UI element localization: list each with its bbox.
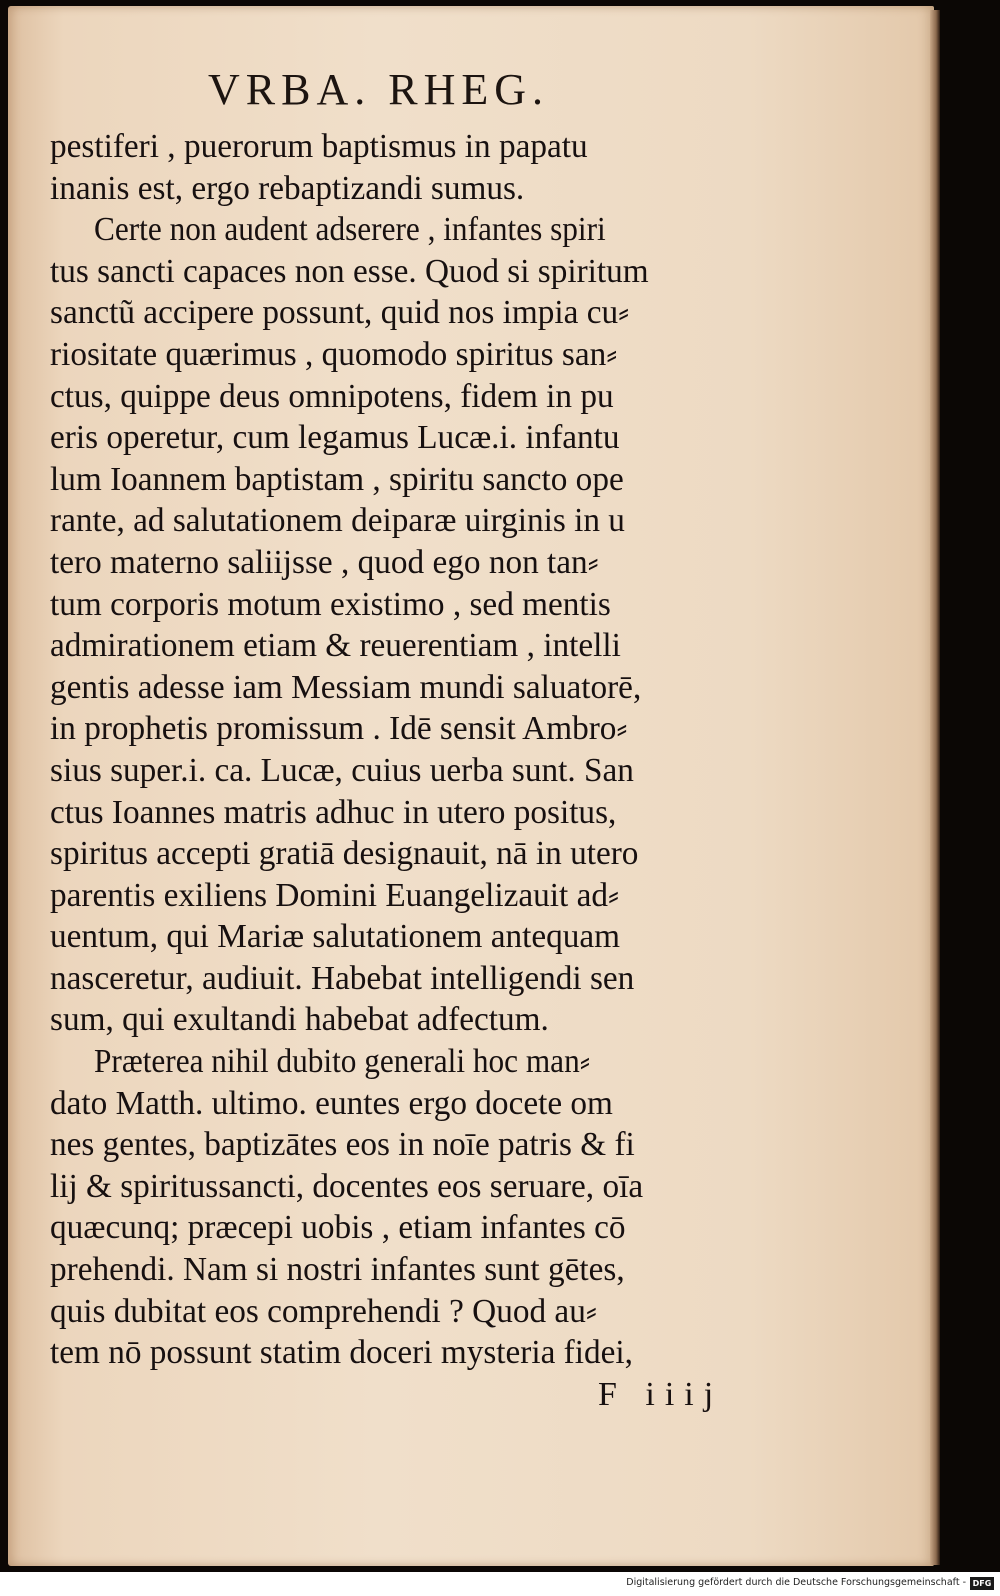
dfg-logo: DFG	[970, 1577, 994, 1590]
signature-mark: F iiij	[598, 1376, 724, 1413]
text-line: sius super.i. ca. Lucæ, cuius uerba sunt. San	[50, 751, 634, 789]
text-line: ctus, quippe deus omnipotens, fidem in pu	[50, 377, 614, 415]
text-line: quis dubitat eos comprehendi ? Quod au⸗	[50, 1292, 597, 1330]
text-line: tum corporis motum existimo , sed mentis	[50, 585, 611, 623]
text-line: nes gentes, baptizātes eos in noīe patris & fi	[50, 1126, 635, 1164]
text-line: tero materno saliijsse , quod ego non tan⸗	[50, 543, 599, 581]
text-line: tem nō possunt statim doceri mysteria fidei,	[50, 1334, 633, 1372]
text-line: ctus Ioannes matris adhuc in utero positus,	[50, 793, 617, 831]
text-line: gentis adesse iam Messiam mundi saluatorē,	[50, 668, 642, 706]
text-line: sanctũ accipere possunt, quid nos impia cu⸗	[50, 294, 630, 332]
text-line: nasceretur, audiuit. Habebat intelligendi sen	[50, 959, 635, 997]
text-line: eris operetur, cum legamus Lucæ.i. infantu	[50, 419, 620, 457]
text-line: admirationem etiam & reuerentiam , intelli	[50, 627, 621, 665]
text-line: tus sancti capaces non esse. Quod si spiritum	[50, 252, 649, 290]
text-line: Certe non audent adserere , infantes spiri	[94, 211, 606, 249]
text-line: riositate quærimus , quomodo spiritus san⸗	[50, 335, 618, 373]
running-head: VRBA. RHEG.	[208, 65, 550, 114]
text-line: rante, ad salutationem deiparæ uirginis in u	[50, 502, 625, 540]
text-line: lij & spiritussancti, docentes eos seruare, oīa	[50, 1167, 644, 1205]
book-page	[8, 6, 934, 1566]
body-text	[50, 126, 790, 1374]
footer-bar	[0, 1572, 1000, 1596]
text-line: spiritus accepti gratiā designauit, nā in utero	[50, 835, 639, 873]
text-line: Præterea nihil dubito generali hoc man⸗	[94, 1043, 591, 1081]
footer-credit: Digitalisierung gefördert durch die Deutsche Forschungsgemeinschaft -	[626, 1577, 966, 1588]
text-line: parentis exiliens Domini Euangelizauit ad⸗	[50, 876, 620, 914]
page-edge	[930, 10, 940, 1565]
text-line: pestiferi , puerorum baptismus in papatu	[50, 128, 588, 165]
text-line: lum Ioannem baptistam , spiritu sancto ope	[50, 460, 624, 498]
text-line: uentum, qui Mariæ salutationem antequam	[50, 918, 621, 956]
text-line: quæcunq; præcepi uobis , etiam infantes cō	[50, 1209, 626, 1247]
text-line: dato Matth. ultimo. euntes ergo docete om	[50, 1084, 613, 1122]
text-line: inanis est, ergo rebaptizandi sumus.	[50, 169, 525, 207]
text-line: in prophetis promissum . Idē sensit Ambro⸗	[50, 710, 628, 748]
text-line: sum, qui exultandi habebat adfectum.	[50, 1001, 549, 1039]
text-line: prehendi. Nam si nostri infantes sunt gētes,	[50, 1251, 625, 1289]
